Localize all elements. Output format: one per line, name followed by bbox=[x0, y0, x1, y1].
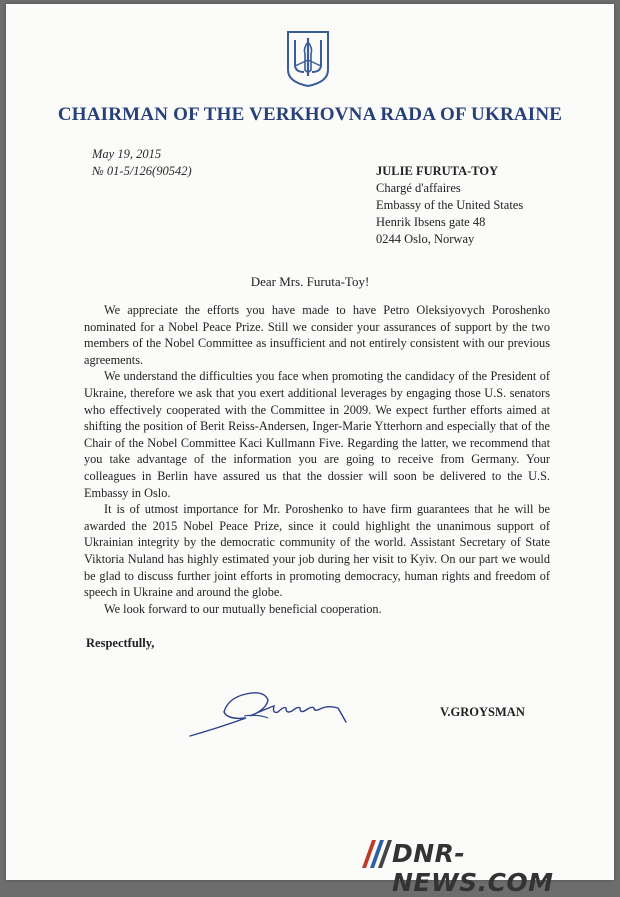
body-paragraph: We look forward to our mutually beneficial cooperation. bbox=[104, 601, 382, 616]
letter-sheet bbox=[6, 4, 614, 897]
trident-emblem-icon bbox=[286, 30, 330, 88]
letter-reference: № 01-5/126(90542) bbox=[92, 164, 192, 178]
recipient-name: JULIE FURUTA-TOY bbox=[376, 164, 499, 178]
letterhead-title: CHAIRMAN OF THE VERKHOVNA RADA OF UKRAINE bbox=[57, 104, 563, 125]
recipient-line: Embassy of the United States bbox=[376, 198, 524, 212]
watermark-slash-icon bbox=[360, 838, 394, 870]
body-paragraph: We appreciate the efforts you have made to have Petro Oleksiyovych Poroshenko nominated for a Nobel Peace Prize. Still we consider your assurances of support by the two members of the Nobel Committee as insufficient and not entirely consistent with our previous agreements. bbox=[84, 303, 550, 367]
watermark-text: DNR-NEWS.COM bbox=[392, 839, 554, 897]
signer-name: V.GROYSMAN bbox=[440, 705, 525, 719]
closing: Respectfully, bbox=[86, 636, 155, 650]
recipient-line: Chargé d'affaires bbox=[376, 181, 461, 195]
letter-meta bbox=[92, 146, 192, 180]
handwritten-signature bbox=[188, 678, 350, 740]
body-paragraph: It is of utmost importance for Mr. Poroshenko to have firm guarantees that he will be awarded the 2015 Nobel Peace Prize, since it could highlight the unanimous support of Ukrainian integrity by the democratic community of the world. Assistant Secretary of State Viktoria Nuland has highly estimated your job during her visit to Kyiv. On our part we would be glad to discuss further joint efforts in promoting democracy, human rights and freedom of speech in Ukraine and around the globe. bbox=[84, 502, 550, 600]
letter-date: May 19, 2015 bbox=[92, 147, 162, 161]
watermark bbox=[358, 836, 598, 897]
recipient-address bbox=[376, 163, 523, 248]
recipient-line: Henrik Ibsens gate 48 bbox=[376, 215, 486, 229]
recipient-line: 0244 Oslo, Norway bbox=[376, 232, 475, 246]
salutation: Dear Mrs. Furuta-Toy! bbox=[250, 274, 370, 289]
body-paragraph: We understand the difficulties you face when promoting the candidacy of the President of Ukraine, therefore we ask that you exert additional leverages by engaging those U.S. senators who effectively cooperated with the Committee in 2009. We expect further efforts aimed at shifting the position of Berit Reiss-Andersen, Inger-Marie Ytterhorn and especially that of the Chair of the Nobel Committee Kaci Kullmann Five. Regarding the latter, we recommend that you take advantage of the information you are going to receive from Germany. Your colleagues in Berlin have assured us that the dossier will soon be delivered to the U.S. Embassy in Oslo. bbox=[84, 369, 550, 500]
letter-body bbox=[84, 302, 550, 617]
